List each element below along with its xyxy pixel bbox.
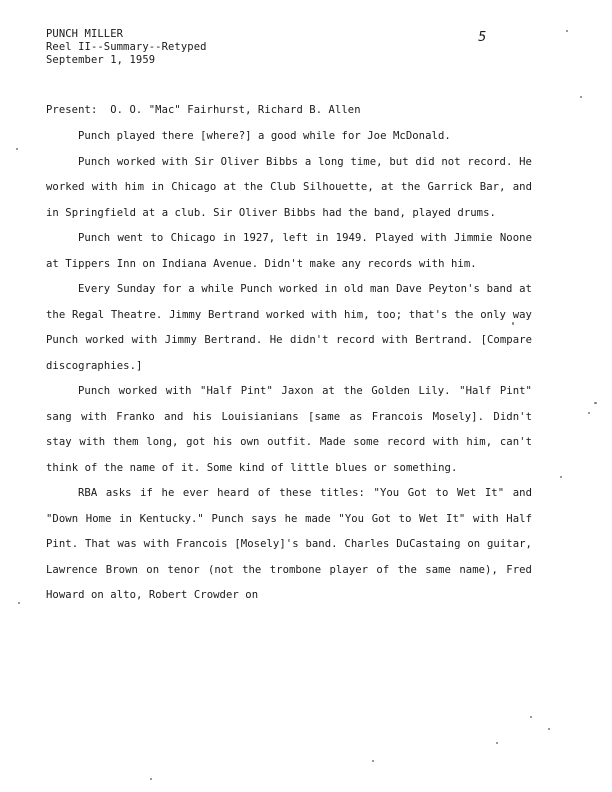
scan-speck (372, 760, 374, 762)
scan-speck (150, 778, 152, 780)
scan-speck (496, 742, 498, 744)
scan-speck (580, 96, 582, 98)
header-date: September 1, 1959 (46, 54, 156, 66)
page-number: 5 (478, 30, 487, 45)
header-interviewee: PUNCH MILLER (46, 28, 124, 40)
paragraph-2: Punch worked with Sir Oliver Bibbs a long time, but did not record. He worked with him in Chicago at the Club Silhouette, at the Garrick Bar, and in Springfield at a club. Sir Oliver Bibbs had the band, played drums. (46, 155, 532, 219)
scan-speck (560, 476, 562, 478)
scan-speck (594, 402, 597, 404)
scan-speck (512, 322, 514, 325)
scan-speck (588, 412, 590, 414)
scan-speck (530, 716, 532, 718)
paragraph-6: RBA asks if he ever heard of these titles: "You Got to Wet It" and "Down Home in Kentucky." Punch says he made "You Got to Wet It" with Half Pint. That was with Francois [Mosely]'s band. Charles DuCastaing on guitar, Lawrence Brown on tenor (not the trombone player of the same name), Fred Howard on alto, Robert Crowder on (46, 487, 532, 601)
summary-body (46, 124, 532, 609)
paragraph-4: Every Sunday for a while Punch worked in old man Dave Peyton's band at the Regal Theatre. Jimmy Bertrand worked with him, too; that's the only way Punch worked with Jimmy Bertrand. He didn't record with Bertrand. [Compare discographies.] (46, 283, 532, 372)
scan-speck (18, 602, 20, 604)
paragraph-3: Punch went to Chicago in 1927, left in 1949. Played with Jimmie Noone at Tippers Inn on Indiana Avenue. Didn't make any records with him. (46, 232, 532, 270)
scan-speck (16, 148, 18, 150)
paragraph-5: Punch worked with "Half Pint" Jaxon at the Golden Lily. "Half Pint" sang with Franko and his Louisianians [same as Francois Mosely]. Didn't stay with them long, got his own outfit. Made some record with him, can't think of the name of it. Some kind of little blues or something. (46, 385, 532, 474)
scan-speck (548, 728, 550, 730)
present-line: Present: O. O. "Mac" Fairhurst, Richard B. Allen (46, 104, 361, 116)
header-reel: Reel II--Summary--Retyped (46, 41, 207, 53)
paragraph-1: Punch played there [where?] a good while for Joe McDonald. (78, 130, 451, 142)
scan-speck (566, 30, 568, 32)
